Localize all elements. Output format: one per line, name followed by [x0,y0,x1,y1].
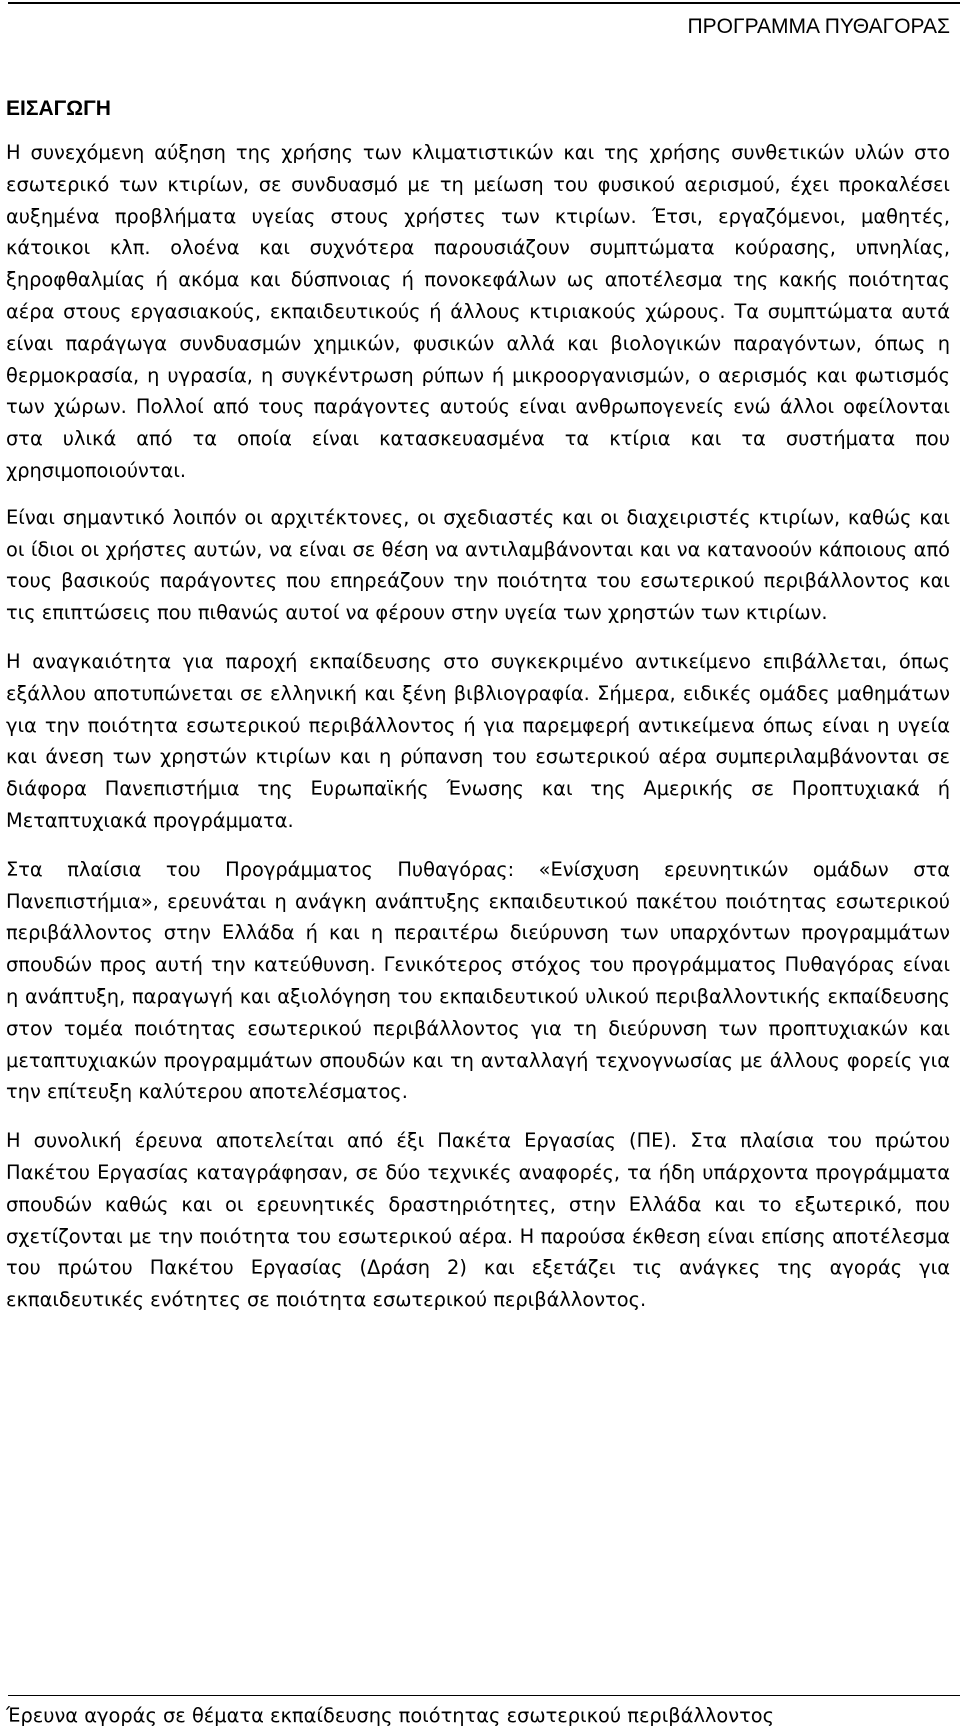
paragraph-3: Η αναγκαιότητα για παροχή εκπαίδευσης στο συγκεκριμένο αντικείμενο επιβάλλεται, όπως εξάλλου αποτυπώνεται σε ελληνική και ξένη βιβλιογραφία. Σήμερα, ειδικές ομάδες μαθημάτων για την ποιότητα εσωτερικού περιβάλλοντος ή για παρεμφερή αντικείμενα όπως είναι η υγεία και άνεση των χρηστών κτιρίων και η ρύπανση του εσωτερικού αέρα συμπεριλαμβάνονται σε διάφορα Πανεπιστήμια της Ευρωπαϊκής Ένωσης και της Αμερικής σε Προπτυχιακά ή Μεταπτυχιακά προγράμματα. [6,649,950,832]
document-body [6,95,950,1333]
paragraph-4: Στα πλαίσια του Προγράμματος Πυθαγόρας: «Ενίσχυση ερευνητικών ομάδων στα Πανεπιστήμια», ερευνάται η ανάγκη ανάπτυξης εκπαιδευτικού πακέτου ποιότητας εσωτερικού περιβάλλοντος στην Ελλάδα ή και η περαιτέρω διεύρυνση των υπαρχόντων προγραμμάτων σπουδών προς αυτή την κατεύθυνση. Γενικότερος στόχος του προγράμματος Πυθαγόρας είναι η ανάπτυξη, παραγωγή και αξιολόγηση του εκπαιδευτικού υλικού περιβαλλοντικής εκπαίδευσης στον τομέα ποιότητας εσωτερικού περιβάλλοντος για τη διεύρυνση των προπτυχιακών και μεταπτυχιακών προγραμμάτων σπουδών και τη ανταλλαγή τεχνογνωσίας με άλλους φορείς για την επίτευξη καλύτερου αποτελέσματος. [6,857,950,1104]
running-header: ΠΡΟΓΡΑΜΜΑ ΠΥΘΑΓΟΡΑΣ [687,15,950,38]
footer-rule [8,1695,960,1696]
paragraph-1: Η συνεχόμενη αύξηση της χρήσης των κλιματιστικών και της χρήσης συνθετικών υλών στο εσωτερικό των κτιρίων, σε συνδυασμό με τη μείωση του φυσικού αερισμού, έχει προκαλέσει αυξημένα προβλήματα υγείας στους χρήστες των κτιρίων. Έτσι, εργαζόμενοι, μαθητές, κάτοικοι κλπ. ολοένα και συχνότερα παρουσιάζουν συμπτώματα κούρασης, υπνηλίας, ξηροφθαλμίας ή ακόμα και δύσπνοιας ή πονοκεφάλων ως αποτέλεσμα της κακής ποιότητας αέρα στους εργασιακούς, εκπαιδευτικούς ή άλλους κτιριακούς χώρους. Τα συμπτώματα αυτά είναι παράγωγα συνδυασμών χημικών, φυσικών αλλά και βιολογικών παραγόντων, όπως η θερμοκρασία, η υγρασία, η συγκέντρωση ρύπων ή μικροοργανισμών, ο αερισμός και φωτισμός των χώρων. Πολλοί από τους παράγοντες αυτούς είναι ανθρωπογενείς ενώ άλλοι οφείλονται στα υλικά από τα οποία είναι κατασκευασμένα τα κτίρια και τα συστήματα που χρησιμοποιούνται. [6,141,950,482]
paragraph-5: Η συνολική έρευνα αποτελείται από έξι Πακέτα Εργασίας (ΠΕ). Στα πλαίσια του πρώτου Πακέτου Εργασίας καταγράφησαν, σε δύο τεχνικές αναφορές, τα ήδη υπάρχοντα προγράμματα σπουδών καθώς και οι ερευνητικές δραστηριότητες, στην Ελλάδα και το εξωτερικό, που σχετίζονται με την ποιότητα του εσωτερικού αέρα. Η παρούσα έκθεση είναι επίσης αποτέλεσμα του πρώτου Πακέτου Εργασίας (Δράση 2) και εξετάζει τις ανάγκες της αγοράς για εκπαιδευτικές ενότητες σε ποιότητα εσωτερικού περιβάλλοντος. [6,1129,950,1312]
header-rule [8,2,960,4]
running-footer: Έρευνα αγοράς σε θέματα εκπαίδευσης ποιότητας εσωτερικού περιβάλλοντος [6,1704,775,1727]
paragraph-2: Είναι σημαντικό λοιπόν οι αρχιτέκτονες, οι σχεδιαστές και οι διαχειριστές κτιρίων, καθώς και οι ίδιοι οι χρήστες αυτών, να είναι σε θέση να αντιλαμβάνονται και να κατανοούν κάποιους από τους βασικούς παράγοντες που επηρεάζουν την ποιότητα του εσωτερικού περιβάλλοντος και τις επιπτώσεις που πιθανώς αυτοί να φέρουν στην υγεία των χρηστών των κτιρίων. [6,505,950,625]
section-title: ΕΙΣΑΓΩΓΗ [6,97,111,120]
